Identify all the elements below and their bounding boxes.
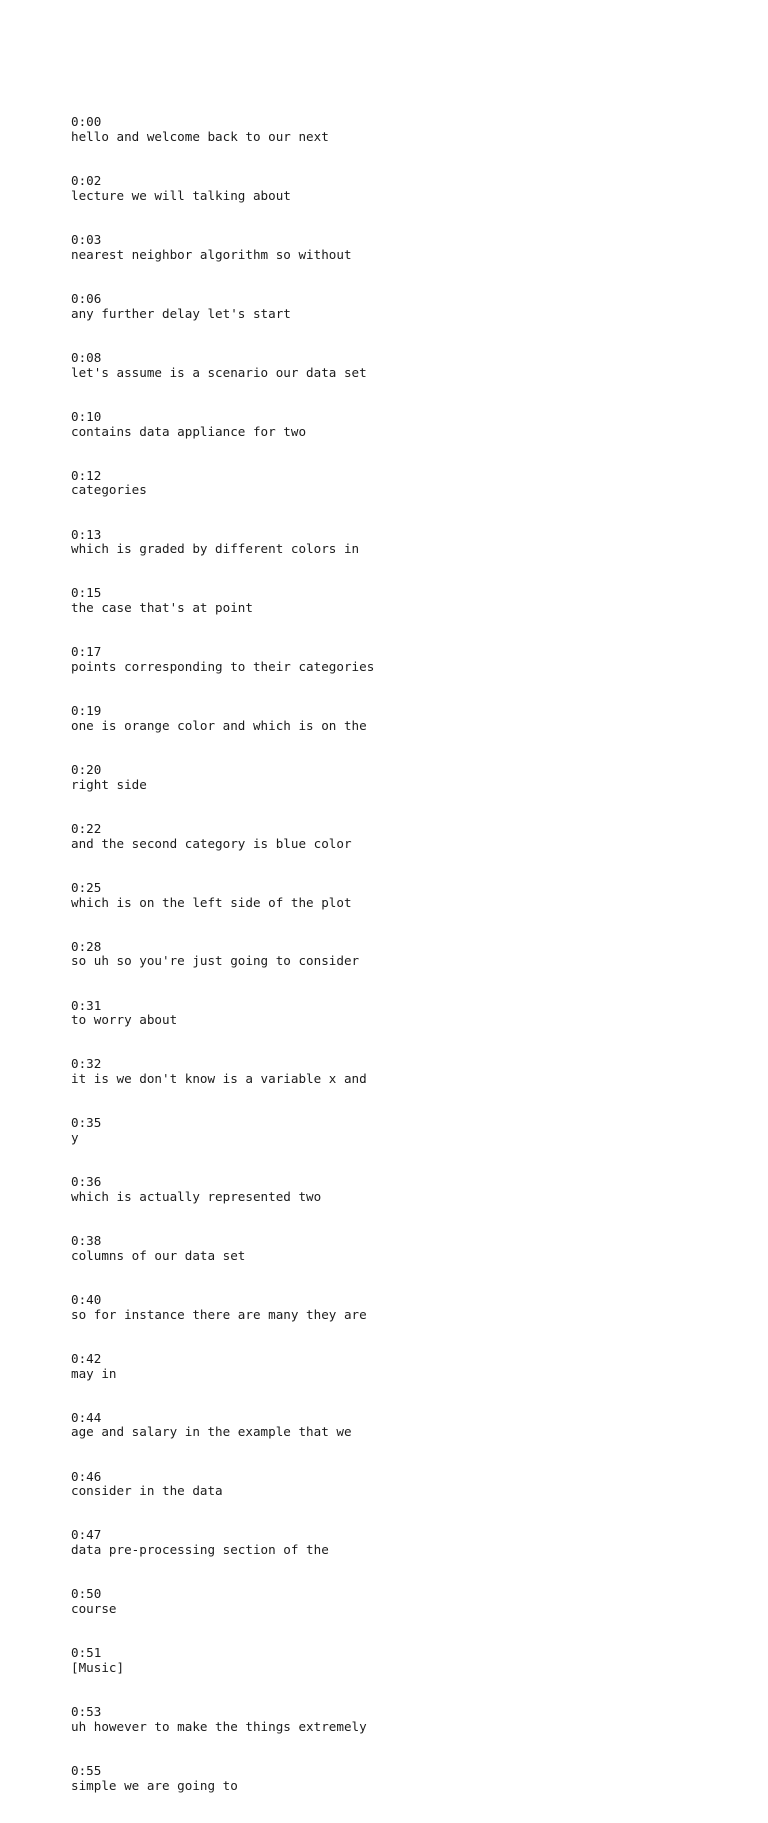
timestamp: 0:08 — [71, 349, 102, 365]
caption-text: which is graded by different colors in — [71, 541, 360, 557]
transcript-entry — [71, 1293, 374, 1322]
caption-text: hello and welcome back to our next — [71, 129, 329, 145]
transcript-entry — [71, 1705, 374, 1734]
transcript-entry — [71, 1234, 374, 1263]
timestamp: 0:17 — [71, 644, 102, 660]
transcript-entry — [71, 233, 374, 262]
timestamp: 0:19 — [71, 703, 102, 719]
caption-text: contains data appliance for two — [71, 423, 307, 439]
caption-text: which is actually represented two — [71, 1188, 322, 1204]
transcript-entry — [71, 881, 374, 910]
transcript-entry — [71, 528, 374, 557]
transcript-entry — [71, 763, 374, 792]
timestamp: 0:32 — [71, 1056, 102, 1072]
timestamp: 0:42 — [71, 1350, 102, 1366]
caption-text: points corresponding to their categories — [71, 659, 375, 675]
transcript-entry — [71, 1764, 374, 1793]
timestamp: 0:28 — [71, 938, 102, 954]
timestamp: 0:06 — [71, 291, 102, 307]
timestamp: 0:02 — [71, 173, 102, 189]
caption-text: y — [71, 1130, 79, 1146]
transcript-entry — [71, 1175, 374, 1204]
timestamp: 0:15 — [71, 585, 102, 601]
timestamp: 0:47 — [71, 1527, 102, 1543]
transcript-list — [71, 86, 374, 1823]
transcript-entry — [71, 1352, 374, 1381]
timestamp: 0:50 — [71, 1586, 102, 1602]
timestamp: 0:55 — [71, 1762, 102, 1778]
timestamp: 0:53 — [71, 1704, 102, 1720]
caption-text: so for instance there are many they are — [71, 1306, 367, 1322]
transcript-entry — [71, 292, 374, 321]
caption-text: course — [71, 1601, 117, 1617]
timestamp: 0:51 — [71, 1645, 102, 1661]
caption-text: may in — [71, 1365, 117, 1381]
timestamp: 0:44 — [71, 1409, 102, 1425]
timestamp: 0:40 — [71, 1291, 102, 1307]
timestamp: 0:00 — [71, 114, 102, 130]
caption-text: age and salary in the example that we — [71, 1424, 352, 1440]
caption-text: data pre-processing section of the — [71, 1542, 329, 1558]
timestamp: 0:36 — [71, 1174, 102, 1190]
caption-text: and the second category is blue color — [71, 835, 352, 851]
transcript-entry — [71, 351, 374, 380]
caption-text: the case that's at point — [71, 600, 253, 616]
caption-text: let's assume is a scenario our data set — [71, 364, 367, 380]
caption-text: categories — [71, 482, 147, 498]
caption-text: columns of our data set — [71, 1247, 246, 1263]
timestamp: 0:46 — [71, 1468, 102, 1484]
caption-text: nearest neighbor algorithm so without — [71, 246, 352, 262]
transcript-entry — [71, 469, 374, 498]
transcript-entry — [71, 704, 374, 733]
transcript-entry — [71, 1411, 374, 1440]
caption-text: to worry about — [71, 1012, 178, 1028]
timestamp: 0:20 — [71, 762, 102, 778]
timestamp: 0:10 — [71, 408, 102, 424]
transcript-entry — [71, 1116, 374, 1145]
timestamp: 0:35 — [71, 1115, 102, 1131]
caption-text: which is on the left side of the plot — [71, 894, 352, 910]
caption-text: simple we are going to — [71, 1777, 238, 1793]
transcript-entry — [71, 1470, 374, 1499]
caption-text: it is we don't know is a variable x and — [71, 1071, 367, 1087]
transcript-entry — [71, 1528, 374, 1557]
timestamp: 0:38 — [71, 1233, 102, 1249]
caption-text: right side — [71, 776, 147, 792]
timestamp: 0:22 — [71, 820, 102, 836]
caption-text: so uh so you're just going to consider — [71, 953, 360, 969]
transcript-entry — [71, 174, 374, 203]
caption-text: lecture we will talking about — [71, 188, 291, 204]
timestamp: 0:25 — [71, 879, 102, 895]
transcript-entry — [71, 940, 374, 969]
timestamp: 0:03 — [71, 232, 102, 248]
transcript-entry — [71, 645, 374, 674]
transcript-entry — [71, 586, 374, 615]
caption-text: one is orange color and which is on the — [71, 717, 367, 733]
transcript-entry — [71, 822, 374, 851]
caption-text: uh however to make the things extremely — [71, 1718, 367, 1734]
timestamp: 0:12 — [71, 467, 102, 483]
caption-text: any further delay let's start — [71, 305, 291, 321]
transcript-entry — [71, 1587, 374, 1616]
caption-text: consider in the data — [71, 1483, 223, 1499]
transcript-entry — [71, 115, 374, 144]
timestamp: 0:13 — [71, 526, 102, 542]
caption-text: [Music] — [71, 1659, 125, 1675]
timestamp: 0:31 — [71, 997, 102, 1013]
transcript-entry — [71, 410, 374, 439]
transcript-entry — [71, 1646, 374, 1675]
transcript-entry — [71, 1057, 374, 1086]
